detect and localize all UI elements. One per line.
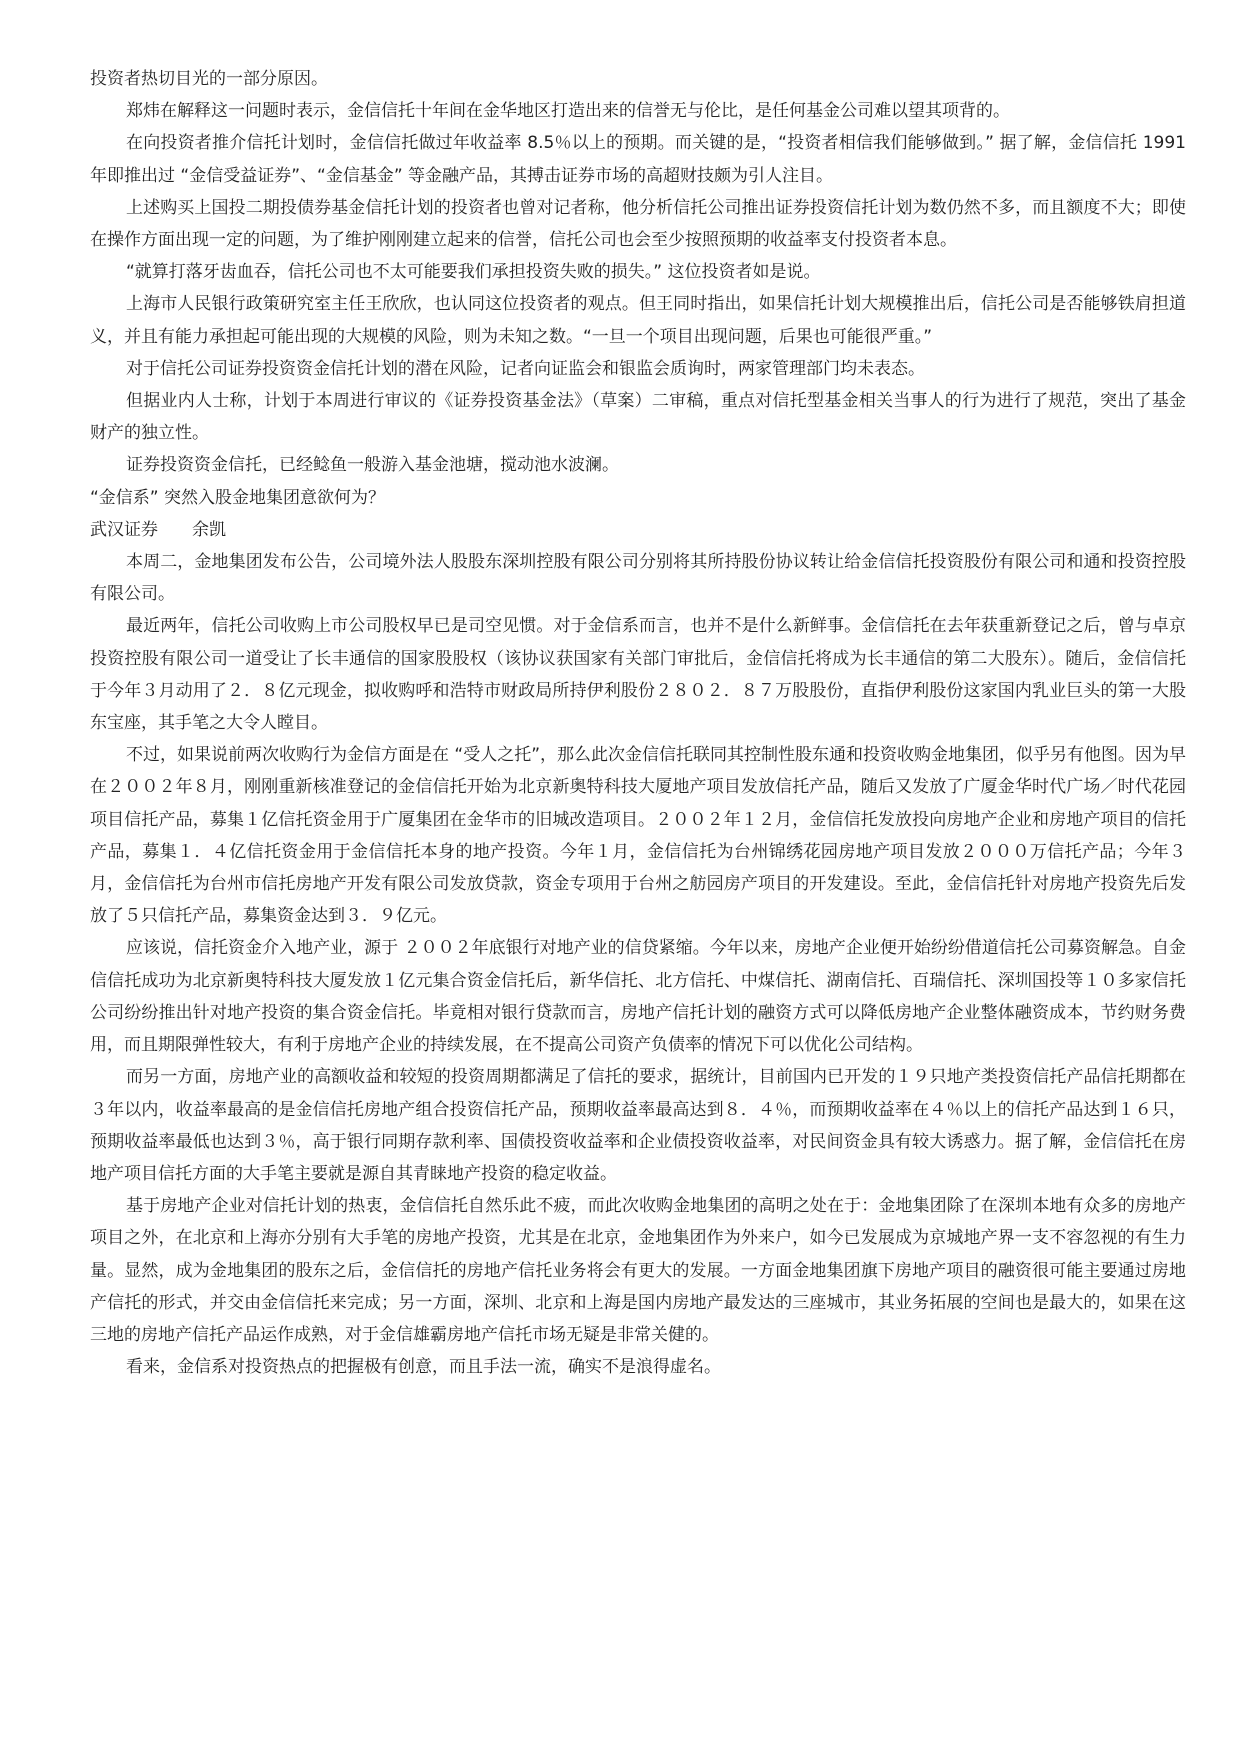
- paragraph-5: “就算打落牙齿血吞，信托公司也不太可能要我们承担投资失败的损失。” 这位投资者如是说。: [126, 262, 821, 283]
- paragraph-4: 上述购买上国投二期投债券基金信托计划的投资者也曾对记者称，他分析信托公司推出证券投资信托计划为数仍然不多，而且额度不大；即使在操作方面出现一定的问题，为了维护刚刚建立起来的信誉，信托公司也会至少按照预期的收益率支付投资者本息。: [90, 197, 1186, 251]
- paragraph-12: 本周二，金地集团发布公告，公司境外法人股股东深圳控股有限公司分别将其所持股份协议转让给金信信托投资股份有限公司和通和投资控股有限公司。: [90, 552, 1186, 605]
- paragraph-8: 但据业内人士称，计划于本周进行审议的《证券投资基金法》（草案）二审稿，重点对信托型基金相关当事人的行为进行了规范，突出了基金财产的独立性。: [90, 391, 1186, 444]
- paragraph-15: 应该说，信托资金介入地产业，源于 ２００２年底银行对地产业的信贷紧缩。今年以来，房地产企业便开始纷纷借道信托公司募资解急。自金信信托成功为北京新奥特科技大厦发放１亿元集合资金信托后，新华信托、北方信托、中煤信托、湖南信托、百瑞信托、深圳国投等１０多家信托公司纷纷推出针对地产投资的集合资金信托。毕竟相对银行贷款而言，房地产信托计划的融资方式可以降低房地产企业整体融资成本，节约财务费用，而且期限弹性较大，有利于房地产企业的持续发展，在不提高公司资产负债率的情况下可以优化公司结构。: [90, 938, 1186, 1056]
- paragraph-2: 郑炜在解释这一问题时表示，金信信托十年间在金华地区打造出来的信誉无与伦比，是任何基金公司难以望其项背的。: [126, 101, 1010, 122]
- paragraph-3: 在向投资者推介信托计划时，金信信托做过年收益率 8.5％以上的预期。而关键的是，“投资者相信我们能够做到。” 据了解，金信信托 1991 年即推出过 “金信受益证券”、“金信基金” 等金融产品，其搏击证券市场的高超财技颇为引人注目。: [90, 133, 1186, 186]
- paragraph-16: 而另一方面，房地产业的高额收益和较短的投资周期都满足了信托的要求，据统计，目前国内已开发的１９只地产类投资信托产品信托期都在３年以内，收益率最高的是金信信托房地产组合投资信托产品，预期收益率最高达到８．４％，而预期收益率在４％以上的信托产品达到１６只，预期收益率最低也达到３％，高于银行同期存款利率、国债投资收益率和企业债投资收益率，对民间资金具有较大诱惑力。据了解，金信信托在房地产项目信托方面的大手笔主要就是源自其青睐地产投资的稳定收益。: [90, 1067, 1186, 1184]
- article-byline: 武汉证券 余凯: [90, 519, 226, 540]
- article-title: “金信系” 突然入股金地集团意欲何为？: [90, 487, 386, 508]
- paragraph-17: 基于房地产企业对信托计划的热衷，金信信托自然乐此不疲，而此次收购金地集团的高明之处在于：金地集团除了在深圳本地有众多的房地产项目之外，在北京和上海亦分别有大手笔的房地产投资，尤其是在北京，金地集团作为外来户，如今已发展成为京城地产界一支不容忽视的有生力量。显然，成为金地集团的股东之后，金信信托的房地产信托业务将会有更大的发展。一方面金地集团旗下房地产项目的融资很可能主要通过房地产信托的形式，并交由金信信托来完成；另一方面，深圳、北京和上海是国内房地产最发达的三座城市，其业务拓展的空间也是最大的，如果在这三地的房地产信托产品运作成熟，对于金信雄霸房地产信托市场无疑是非常关健的。: [90, 1196, 1186, 1345]
- paragraph-1: 投资者热切目光的一部分原因。: [90, 69, 328, 89]
- paragraph-18: 看来，金信系对投资热点的把握极有创意，而且手法一流，确实不是浪得虚名。: [126, 1357, 721, 1378]
- paragraph-7: 对于信托公司证券投资资金信托计划的潜在风险，记者向证监会和银监会质询时，两家管理部门均未表态。: [126, 358, 925, 379]
- paragraph-9: 证券投资资金信托，已经鲶鱼一般游入基金池塘，搅动池水波澜。: [126, 455, 619, 476]
- paragraph-6: 上海市人民银行政策研究室主任王欣欣，也认同这位投资者的观点。但王同时指出，如果信托计划大规模推出后，信托公司是否能够铁肩担道义，并且有能力承担起可能出现的大规模的风险，则为未知之数。“一旦一个项目出现问题，后果也可能很严重。”: [90, 294, 1186, 347]
- paragraph-14: 不过，如果说前两次收购行为金信方面是在 “受人之托”，那么此次金信信托联同其控制性股东通和投资收购金地集团，似乎另有他图。因为早在２００２年８月，刚刚重新核准登记的金信信托开始为北京新奥特科技大厦地产项目发放信托产品，随后又发放了广厦金华时代广场／时代花园项目信托产品，募集１亿信托资金用于广厦集团在金华市的旧城改造项目。２００２年１２月，金信信托发放投向房地产企业和房地产项目的信托产品，募集１．４亿信托资金用于金信信托本身的地产投资。今年１月，金信信托为台州锦绣花园房地产项目发放２０００万信托产品；今年３月，金信信托为台州市信托房地产开发有限公司发放贷款，资金专项用于台州之舫园房产项目的开发建设。至此，金信信托针对房地产投资先后发放了５只信托产品，募集资金达到３．９亿元。: [90, 745, 1187, 927]
- document-page: [90, 63, 1186, 1383]
- paragraph-13: 最近两年，信托公司收购上市公司股权早已是司空见惯。对于金信系而言，也并不是什么新鲜事。金信信托在去年获重新登记之后，曾与卓京投资控股有限公司一道受让了长丰通信的国家股股权（该协议获国家有关部门审批后，金信信托将成为长丰通信的第二大股东）。随后，金信信托于今年３月动用了２．８亿元现金，拟收购呼和浩特市财政局所持伊利股份２８０２．８７万股股份，直指伊利股份这家国内乳业巨头的第一大股东宝座，其手笔之大令人瞠目。: [90, 616, 1186, 734]
